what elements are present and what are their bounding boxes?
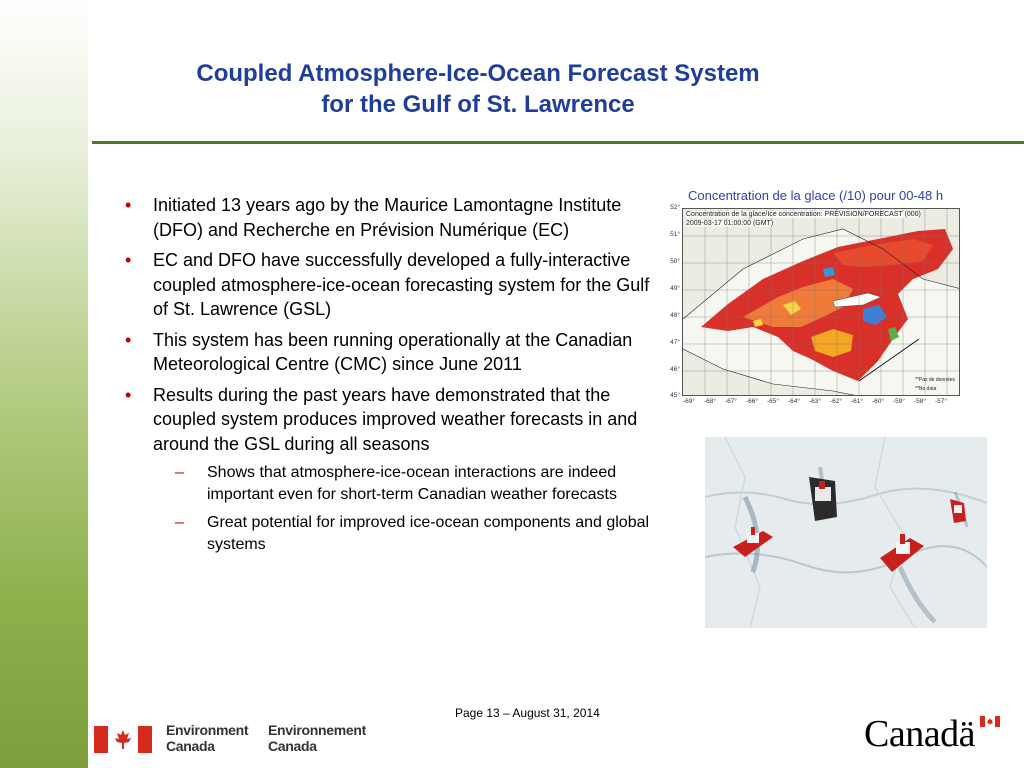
icebreakers-photo	[705, 437, 987, 628]
map-legend-no-data-en: **No data	[915, 386, 937, 392]
lat-label: 49°	[670, 285, 680, 292]
sub-bullet-text: Great potential for improved ice-ocean components and global systems	[207, 514, 650, 553]
map-frame	[682, 208, 960, 396]
lat-label: 47°	[670, 339, 680, 346]
sub-bullet-marker: –	[175, 514, 184, 531]
lat-label: 46°	[670, 366, 680, 373]
bullet-item	[120, 328, 652, 377]
lat-label: 52°	[670, 204, 680, 211]
lon-labels	[682, 398, 960, 408]
title-divider	[92, 141, 1024, 144]
bullet-text: Initiated 13 years ago by the Maurice Lamontagne Institute (DFO) and Recherche en Prévision Numérique (EC)	[153, 195, 622, 240]
lat-label: 48°	[670, 312, 680, 319]
lon-label: -61°	[851, 398, 863, 405]
slide-title	[88, 58, 868, 120]
map-caption-line-2: 2009-03-17 01:00:00 (GMT)	[686, 220, 774, 227]
canada-wordmark: Canadä	[864, 713, 975, 755]
lon-label: -65°	[767, 398, 779, 405]
lon-label: -58°	[914, 398, 926, 405]
bullet-item	[120, 193, 652, 242]
environment-canada-en	[166, 722, 248, 754]
lon-label: -60°	[872, 398, 884, 405]
bullet-marker: •	[125, 195, 132, 215]
env-fr-line-1: Environnement	[268, 722, 367, 738]
bullet-marker: •	[125, 384, 132, 405]
sub-bullet-text: Shows that atmosphere-ice-ocean interactions are indeed important even for short-term Canadian weather forecasts	[207, 464, 617, 503]
page-footer-label: Page 13 – August 31, 2014	[455, 706, 600, 720]
bullet-marker: •	[125, 329, 132, 350]
bullet-text: This system has been running operationally at the Canadian Meteorological Centre (CMC) since June 2011	[153, 329, 633, 374]
lon-label: -63°	[809, 398, 821, 405]
lon-label: -68°	[704, 398, 716, 405]
map-legend-no-data-fr: **Pas de données	[915, 377, 956, 383]
bullet-text: EC and DFO have successfully developed a fully-interactive coupled atmosphere-ice-ocean forecasting system for the Gulf of St. Lawrence (GSL)	[153, 250, 650, 319]
lat-label: 50°	[670, 258, 680, 265]
lon-label: -67°	[725, 398, 737, 405]
lon-label: -62°	[830, 398, 842, 405]
bullet-item	[120, 248, 652, 322]
map-graphic	[683, 209, 960, 396]
wordmark-flag-icon	[980, 716, 1000, 727]
title-line-2: for the Gulf of St. Lawrence	[321, 91, 635, 118]
map-caption-line-1: Concentration de la glace/Ice concentration: PRÉVISION/FORECAST (000)	[686, 211, 921, 218]
lat-label: 45°	[670, 392, 680, 399]
lon-label: -69°	[683, 398, 695, 405]
sub-bullet-item	[120, 462, 652, 505]
title-line-1: Coupled Atmosphere-Ice-Ocean Forecast System	[196, 60, 760, 87]
map-heading: Concentration de la glace (/10) pour 00-48 h	[688, 188, 944, 203]
lon-label: -59°	[893, 398, 905, 405]
sub-bullet-marker: –	[175, 464, 184, 481]
bullet-item	[120, 383, 652, 457]
env-fr-line-2: Canada	[268, 738, 317, 754]
canada-flag-icon	[94, 726, 152, 753]
lon-label: -66°	[746, 398, 758, 405]
environnement-canada-fr	[268, 722, 366, 754]
lon-label: -57°	[935, 398, 947, 405]
env-en-line-2: Canada	[166, 738, 215, 754]
bullet-list	[120, 193, 652, 562]
icebreakers-illustration	[705, 437, 987, 628]
bullet-marker: •	[125, 250, 132, 270]
lon-label: -64°	[788, 398, 800, 405]
sub-bullet-item	[120, 512, 652, 555]
lat-label: 51°	[670, 231, 680, 238]
ice-concentration-map	[662, 184, 972, 413]
env-en-line-1: Environment	[166, 722, 249, 738]
side-gradient-band	[0, 0, 88, 768]
bullet-text: Results during the past years have demonstrated that the coupled system produces improved weather forecasts in and around the GSL during all seasons	[153, 384, 638, 454]
